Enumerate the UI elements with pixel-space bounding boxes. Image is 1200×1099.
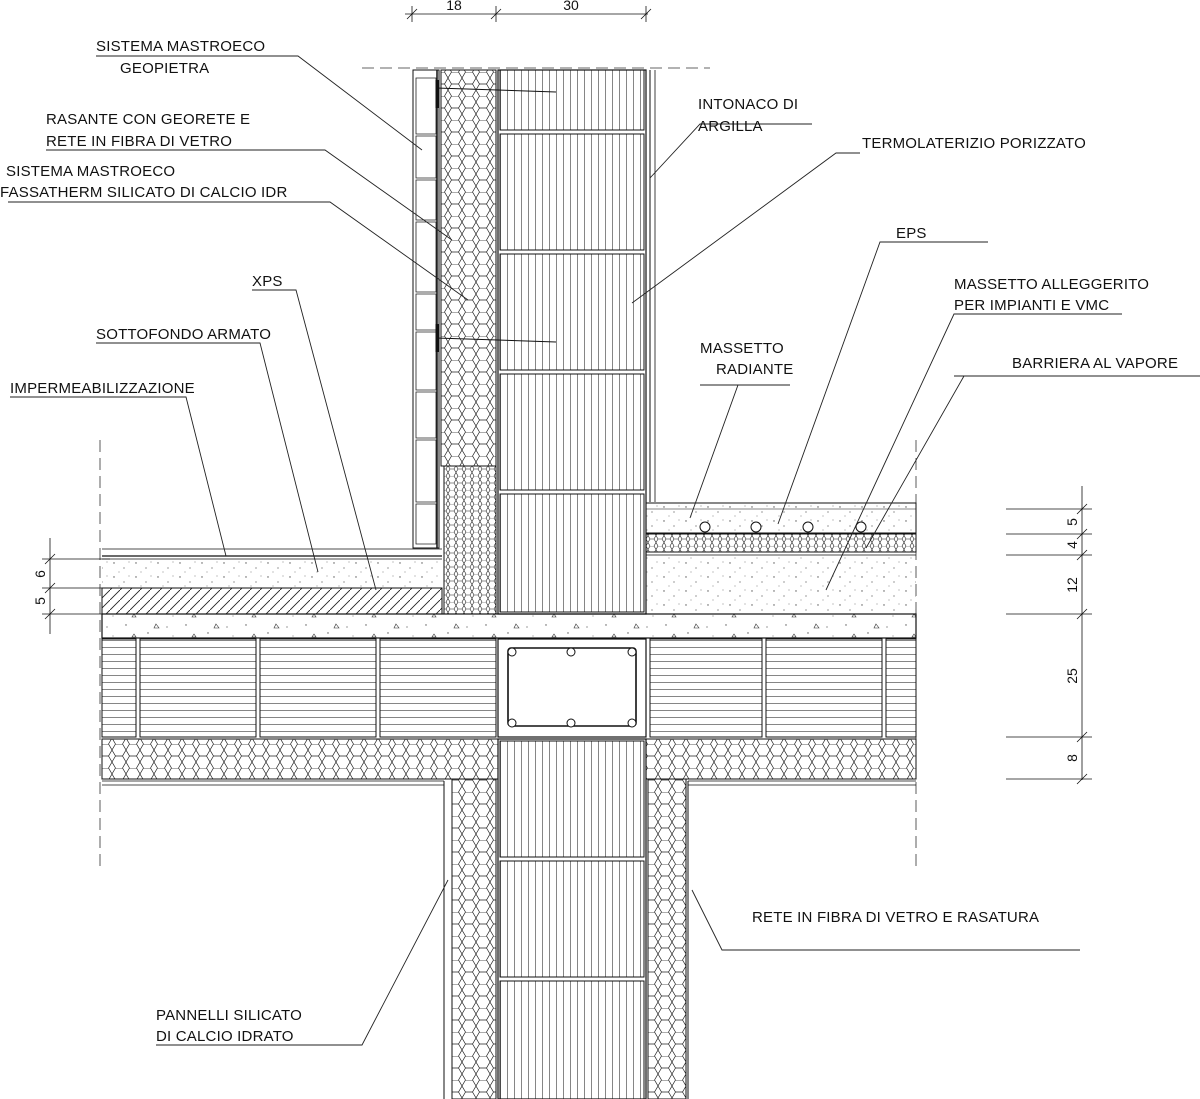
label-fassatherm-line2: FASSATHERM SILICATO DI CALCIO IDR	[0, 184, 288, 201]
label-termolaterizio: TERMOLATERIZIO PORIZZATO	[862, 135, 1086, 152]
dim-top-left: 18	[446, 0, 462, 13]
dim-right-e: 8	[1064, 754, 1080, 762]
label-massetto-radiante-line2: RADIANTE	[716, 361, 794, 378]
dim-right-b: 4	[1064, 541, 1080, 549]
label-pannelli-line2: DI CALCIO IDRATO	[156, 1028, 294, 1045]
label-massetto-radiante-line1: MASSETTO	[700, 340, 784, 357]
label-massetto-alleggerito-line2: PER IMPIANTI E VMC	[954, 297, 1110, 314]
dim-right-a: 5	[1064, 518, 1080, 526]
label-pannelli-line1: PANNELLI SILICATO	[156, 1007, 302, 1024]
dim-right-c: 12	[1064, 577, 1080, 593]
dim-left-lower: 5	[32, 597, 48, 605]
label-intonaco-line2: ARGILLA	[698, 118, 763, 135]
label-massetto-alleggerito-line1: MASSETTO ALLEGGERITO	[954, 276, 1150, 293]
label-rasante-line1: RASANTE CON GEORETE E	[46, 111, 251, 128]
label-geopietra-line1: SISTEMA MASTROECO	[96, 38, 266, 55]
label-impermeabilizzazione: IMPERMEABILIZZAZIONE	[10, 380, 195, 397]
dim-right-d: 25	[1064, 668, 1080, 684]
label-fassatherm-line1: SISTEMA MASTROECO	[6, 163, 176, 180]
label-barriera: BARRIERA AL VAPORE	[1012, 355, 1179, 372]
label-xps: XPS	[252, 273, 283, 290]
dim-left-upper: 6	[32, 570, 48, 578]
label-eps: EPS	[896, 225, 927, 242]
label-rasante-line2: RETE IN FIBRA DI VETRO	[46, 133, 233, 150]
label-geopietra-line2: GEOPIETRA	[120, 60, 210, 77]
lower-wall	[444, 739, 688, 1099]
label-rete-rasatura: RETE IN FIBRA DI VETRO E RASATURA	[752, 909, 1040, 926]
dim-top-right: 30	[563, 0, 579, 13]
label-sottofondo: SOTTOFONDO ARMATO	[96, 326, 272, 343]
label-intonaco-line1: INTONACO DI	[698, 96, 799, 113]
